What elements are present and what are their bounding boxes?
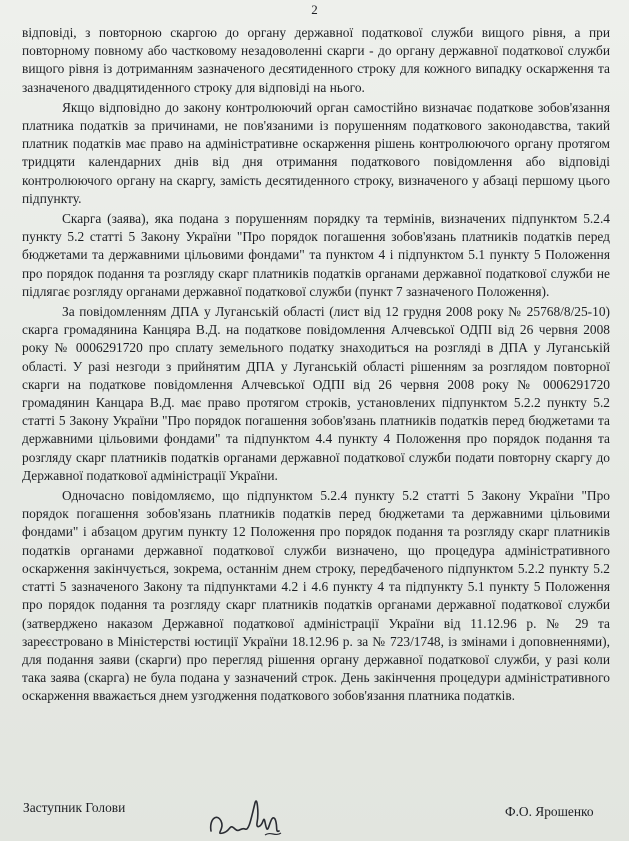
paragraph-dpa-notice: За повідомленням ДПА у Луганській області (лист від 12 грудня 2008 року № 25768/8/25-10) скарга громадянина Канцяра В.Д. на податкове повідомлення Алчевської ОДПІ від 26 червня 2008 року № 0006291720 про сплату земельного податку знаходиться на розгляді в ДПА у Луганській області. У разі незгоди з прийнятим ДПА у Луганській області рішенням за розглядом повторної скарги на податкове повідомлення Алчевської ОДПІ від 26 червня 2008 року № 0006291720 громадянин Канцара В.Д. має право протягом строків, установлених підпунктом 5.2.2 пункту 5.2 статті 5 Закону України "Про порядок погашення зобов'язань платників податків перед бюджетами та державними цільовими фондами" та підпунктом 4.4 пункту 4 Положення про порядок подання та розгляду скарг платників податків органами державної податкової служби подати повторну скаргу до Державної податкової адміністрації України. (22, 304, 610, 483)
letter-body (22, 24, 610, 706)
paragraph-complaint-terms: Скарга (заява), яка подана з порушенням порядку та термінів, визначених підпунктом 5.2.4 пункту 5.2 статті 5 Закону України "Про порядок погашення зобов'язань платників податків перед бюджетами та державними цільовими фондами" та пунктом 4 і підпунктом 5.1 пункту 5 Положення про порядок подання та розгляду скарг платників податків органами державної податкової служби не підлягає розгляду органами державної податкової служби (пункт 7 зазначеного Положення). (22, 211, 610, 299)
page-number: 2 (311, 2, 318, 17)
signatory-title: Заступник Голови (23, 800, 126, 815)
signatory-name: Ф.О. Ярошенко (505, 804, 594, 819)
handwritten-signature (205, 783, 285, 839)
paragraph-self-assessment: Якщо відповідно до закону контролюючий орган самостійно визначає податкове зобов'язання платника податків за причинами, не пов'язаними із порушенням податкового законодавства, такий платник податків має право на адміністративне оскарження рішень контролюючого органу протягом тридцяти календарних днів від дня отримання податкового повідомлення або відповіді контролюючого органу на скаргу, замість десятиденного строку, визначеного у абзаці першому цього підпункту. (22, 99, 610, 206)
paragraph-procedure-end: Одночасно повідомляємо, що підпунктом 5.2.4 пункту 5.2 статті 5 Закону України "Про порядок погашення зобов'язань платників податків перед бюджетами та державними цільовими фондами" і абзацом другим пункту 12 Положення про порядок подання та розгляду скарг платників податків органами державної податкової служби визначено, що процедура адміністративного оскарження закінчується, зокрема, останнім днем строку, передбаченого підпунктом 5.2.2 пункту 5.2 статті 5 зазначеного Закону та підпунктами 4.2 і 4.6 пункту 4 та підпункту 5.1 пункту 5 Положення про порядок подання та розгляду скарг платників податків органами державної податкової служби (затверджено наказом Державної податкової адміністрації України від 11.12.96 р. № 29 та зареєстровано в Міністерстві юстиції України 18.12.96 р. за № 723/1748, із змінами і доповненнями), для подання заяви (скарги) про перегляд рішення органу державної податкової служби, у разі коли така заява (скарга) не була подана у зазначений строк. День закінчення процедури адміністративного оскарження вважається днем узгодження податкового зобов'язання платника податків. (22, 488, 610, 704)
paragraph-continuation: відповіді, з повторною скаргою до органу державної податкової служби вищого рівня, а при повторному повному або частковому незадоволенні скарги - до органу державної податкової служби вищого рівня із дотриманням зазначеного десятиденного строку для кожного випадку оскарження та зазначеного двадцятиденного строку для відповіді на нього. (22, 25, 610, 95)
